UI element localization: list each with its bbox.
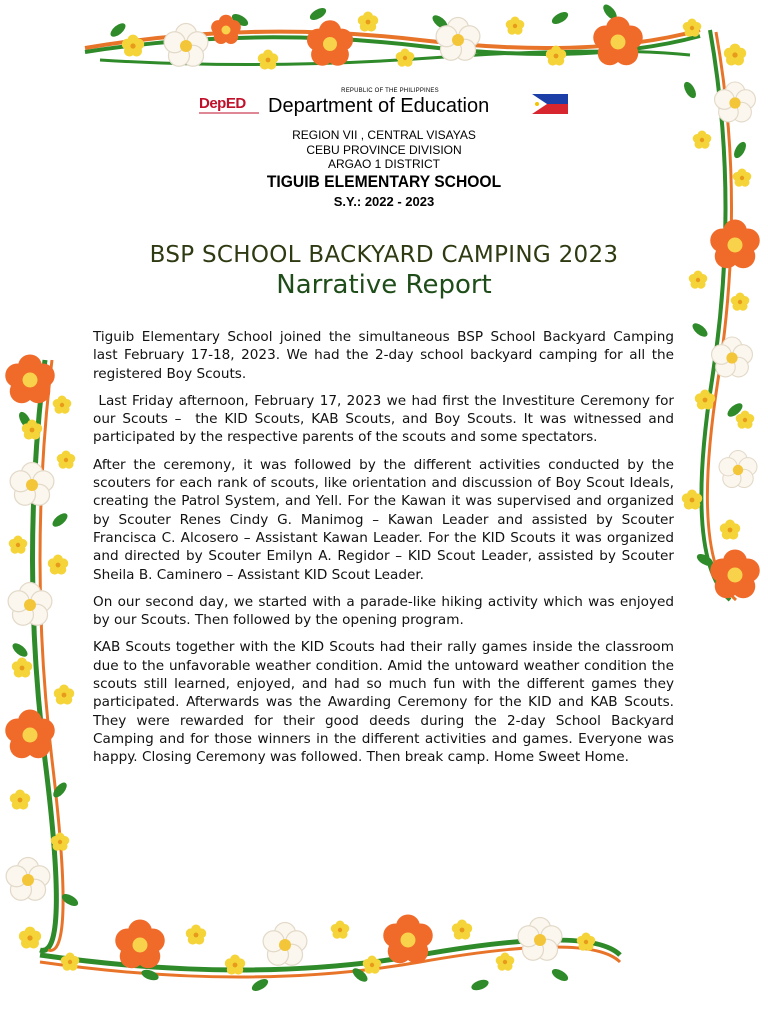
school-year: S.Y.: 2022 - 2023 [333, 194, 435, 209]
republic-label: REPUBLIC OF THE PHILIPPINES [341, 88, 439, 94]
deped-logo: DepED [199, 95, 246, 112]
school-name: TIGUIB ELEMENTARY SCHOOL [266, 172, 502, 191]
paragraph: Last Friday afternoon, February 17, 2023 we had first the Investiture Ceremony for our Scouts – the KID Scouts, KAB Scouts, and Boy Scouts. It was witnessed and participated by the respective parents of the scouts and some spectators. [93, 392, 679, 446]
region-line: REGION VII , CENTRAL VISAYAS [292, 128, 476, 142]
paragraph: On our second day, we started with a parade-like hiking activity which was enjoyed by our Scouts. Then followed by the opening program. [93, 593, 674, 629]
paragraph: Tiguib Elementary School joined the simultaneous BSP School Backyard Camping last February 17-18, 2023. We had the 2-day school backyard camping for all the registered Boy Scouts. [93, 329, 674, 382]
department-title: Department of Education [268, 95, 490, 117]
report-body [93, 328, 679, 776]
paragraph: KAB Scouts together with the KID Scouts had their rally games inside the classroom due to the unfavorable weather condition. Amid the untoward weather condition the scouts still learned, enjoyed, and had so much fun with the different games they participated. Afterwards was the Awarding Ceremony for the KID and KAB Scouts. They were rewarded for their good deeds during the 2-day School Backyard Camping and for those winners in the different activities and games. Everyone was happy. Closing Ceremony was followed. Then break camp. Home Sweet Home. [93, 639, 674, 766]
report-subtitle: Narrative Report [276, 270, 492, 300]
district-line: ARGAO 1 DISTRICT [327, 157, 440, 171]
report-title: BSP SCHOOL BACKYARD CAMPING 2023 [149, 242, 619, 268]
paragraph: After the ceremony, it was followed by the different activities conducted by the scouters for each rank of scouts, like orientation and discussion of Boy Scout Ideals, creating the Patrol System, and Yell. For the Kawan it was supervised and organized by Scouter Renes Cindy G. Manimog – Kawan Leader and assisted by Scouter Francisca C. Alcosero – Assistant Kawan Leader. For the KID Scouts it was organized and directed by Scouter Emilyn A. Regidor – KID Scout Leader, assisted by Scouter Sheila B. Caminero – Assistant KID Scout Leader. [93, 456, 674, 583]
division-line: CEBU PROVINCE DIVISION [306, 143, 462, 157]
philippine-flag-icon [532, 94, 568, 114]
